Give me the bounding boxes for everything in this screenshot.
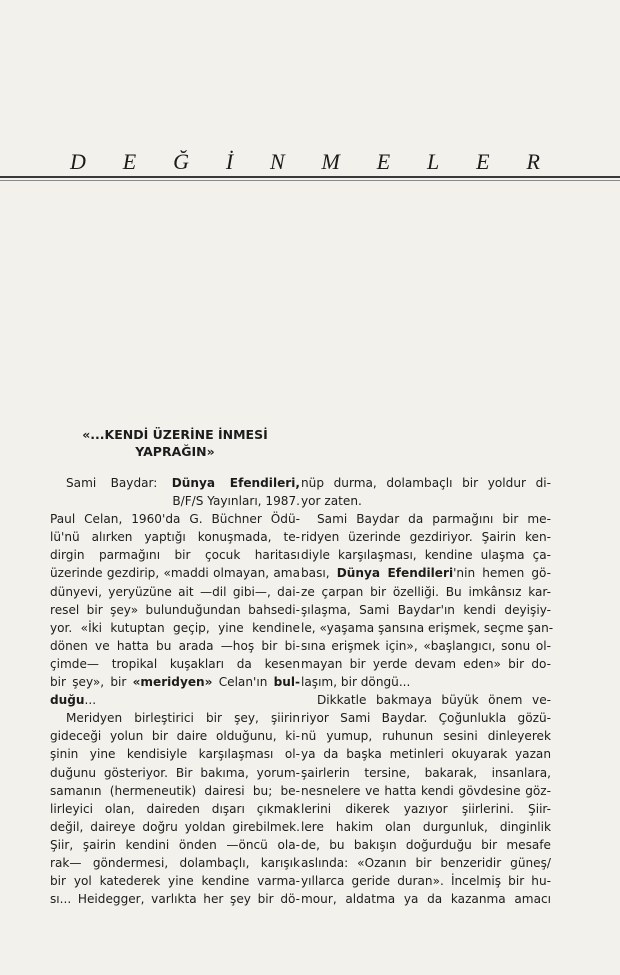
text-run: diyle karşılaşması, kendine ulaşma ça- [301,548,551,563]
text-run: şılaşma, Sami Baydar'ın kendi deyişiy- [301,602,551,617]
text-run: ridyen üzerinde gezdiriyor. Şairin ken- [301,530,551,545]
text-line [50,872,300,890]
text-line [50,691,300,709]
text-line [301,890,551,908]
text-run: yor. «İki kutuptan geçip, yine kendine [50,620,300,635]
text-run: mour, aldatma ya da kazanma amacı [301,892,551,907]
text-run: Dikkatle bakmaya büyük önem ve- [317,693,551,708]
text-run: yıllarca geride duran». İncelmiş bir hu- [301,874,551,889]
text-run: üzerinde gezdirip, «maddi olmayan, ama [50,566,300,581]
text-line [50,745,300,763]
text-line [301,619,554,637]
text-line [50,546,300,564]
section-title-letter: M [321,149,340,174]
text-line [301,510,551,528]
text-line [301,474,551,492]
text-line [301,564,551,582]
text-run: riyor Sami Baydar. Çoğunlukla gözü- [301,711,551,726]
text-line [301,800,551,818]
text-line [301,601,551,619]
text-run: aslında: «Ozanın bir benzeridir güneş/ [301,855,551,870]
text-line [301,709,551,727]
article-heading-line: YAPRAĞIN» [135,444,215,459]
text-run: bası, [301,566,337,581]
text-run: nüp durma, dolambaçlı bir yoldur di- [301,476,551,490]
bold-text: bul- [273,675,301,690]
text-line [50,492,300,510]
section-title-letter: E [122,149,137,174]
text-run: 'nin hemen gö- [453,566,552,581]
text-run: değil, daireye doğru yoldan girebilmek. [50,819,300,834]
header-divider [0,176,620,178]
article-heading-line: «...KENDİ ÜZERİNE İNMESİ [82,427,268,442]
article-heading [50,426,300,460]
text-line [50,583,300,601]
text-line [301,546,551,564]
bold-text: «meridyen» [132,675,213,690]
text-line [50,818,300,836]
text-run: ya da başka metinleri okuyarak yazan [301,747,551,762]
text-line [50,637,300,655]
text-run: sı... Heidegger, varlıkta her şey bir dö- [50,892,300,907]
text-line [301,818,551,836]
text-line [50,528,300,546]
text-run: şinin yine kendisiyle karşılaşması ol- [50,747,300,762]
text-run: laşım, bir döngü... [301,675,411,690]
section-title-letter: D [70,149,86,174]
text-run: dünyevi, yeryüzüne ait —dil gibi—, dai- [50,584,300,599]
text-line [50,854,300,872]
left-column [50,474,300,908]
text-run: sına erişmek için», «başlangıcı, sonu ol- [301,638,551,653]
bold-text: duğu [50,693,85,708]
text-run: dönen ve hatta bu arada —hoş bir bi- [50,638,300,653]
section-title-letter: Ğ [173,149,189,174]
text-line [50,510,300,528]
text-run: bir yol katederek yine kendine varma- [50,874,300,889]
text-line [301,583,551,601]
text-run: Sami Baydar: [66,476,172,490]
text-run: Paul Celan, 1960'da G. Büchner Ödü- [50,512,300,527]
text-run: B/F/S Yayınları, 1987. [172,494,300,509]
text-line [301,764,551,782]
text-line [301,727,551,745]
text-run: nü yumup, ruhunun sesini dinleyerek [301,729,551,744]
text-line [50,782,300,800]
bold-text: Dünya Efendileri [336,566,454,581]
text-run: ze çarpan bir özelliği. Bu imkânsız kar- [301,584,551,599]
text-line [50,601,300,619]
section-title [70,149,540,175]
text-run: de, bu bakışın doğurduğu bir mesafe [301,837,551,852]
text-run: lerini dikerek yazıyor şiirlerini. Şiir- [301,801,551,816]
text-run: Sami Baydar da parmağını bir me- [317,512,551,527]
text-line [50,800,300,818]
text-line [50,709,300,727]
text-line [301,854,551,872]
text-run: duğunu gösteriyor. Bir bakıma, yorum- [50,765,300,780]
text-line [50,564,300,582]
text-line [301,691,551,709]
text-line [50,619,300,637]
section-title-letter: L [427,149,440,174]
text-run: nesnelere ve hatta kendi gövdesine göz- [301,783,551,798]
text-line [301,836,551,854]
text-run: lirleyici olan, daireden dışarı çıkmak [50,801,300,816]
section-title-letter: E [376,149,391,174]
text-line [50,836,300,854]
text-line [50,655,300,673]
section-title-letter: İ [225,149,234,174]
text-run: Celan'ın [212,675,274,690]
text-line [301,673,551,691]
text-line [50,764,300,782]
text-run: bir şey», bir [50,675,133,690]
text-run: ... [84,693,97,708]
text-run: dirgin parmağını bir çocuk haritası [50,548,300,563]
text-run: samanın (hermeneutik) dairesi bu; be- [50,783,300,798]
text-line [301,745,551,763]
text-run: şairlerin tersine, bakarak, insanlara, [301,765,551,780]
text-run: gideceği yolun bir daire olduğunu, ki- [50,729,300,744]
section-title-letter: E [476,149,490,174]
text-line [301,655,551,673]
text-run: Şiir, şairin kendini önden —öncü ola- [50,837,300,852]
text-run: mayan bir yerde devam eden» bir do- [301,656,551,671]
section-title-letter: N [270,149,285,174]
text-line [50,673,300,691]
text-line [301,492,551,510]
right-column [301,474,554,908]
text-line [50,727,300,745]
text-run: çimde— tropikal kuşakları da kesen [50,656,300,671]
text-run: yor zaten. [301,494,362,509]
text-line [301,528,551,546]
text-run: resel bir şey» bulunduğundan bahsedi- [50,602,300,617]
bold-text: Dünya Efendileri, [171,476,300,490]
text-run: lere hakim olan durgunluk, dinginlik [301,819,551,834]
text-line [50,474,300,492]
text-run: rak— göndermesi, dolambaçlı, karışık [50,855,300,870]
text-run: lü'nü alırken yaptığı konuşmada, te- [50,530,300,545]
text-line [301,782,551,800]
text-line [50,890,300,908]
text-line [301,872,551,890]
section-title-letter: R [526,149,540,174]
text-line [301,637,551,655]
text-run: Meridyen birleştirici bir şey, şiirin [66,711,300,726]
text-run: le, «yaşama şansına erişmek, seçme şan- [301,620,554,635]
